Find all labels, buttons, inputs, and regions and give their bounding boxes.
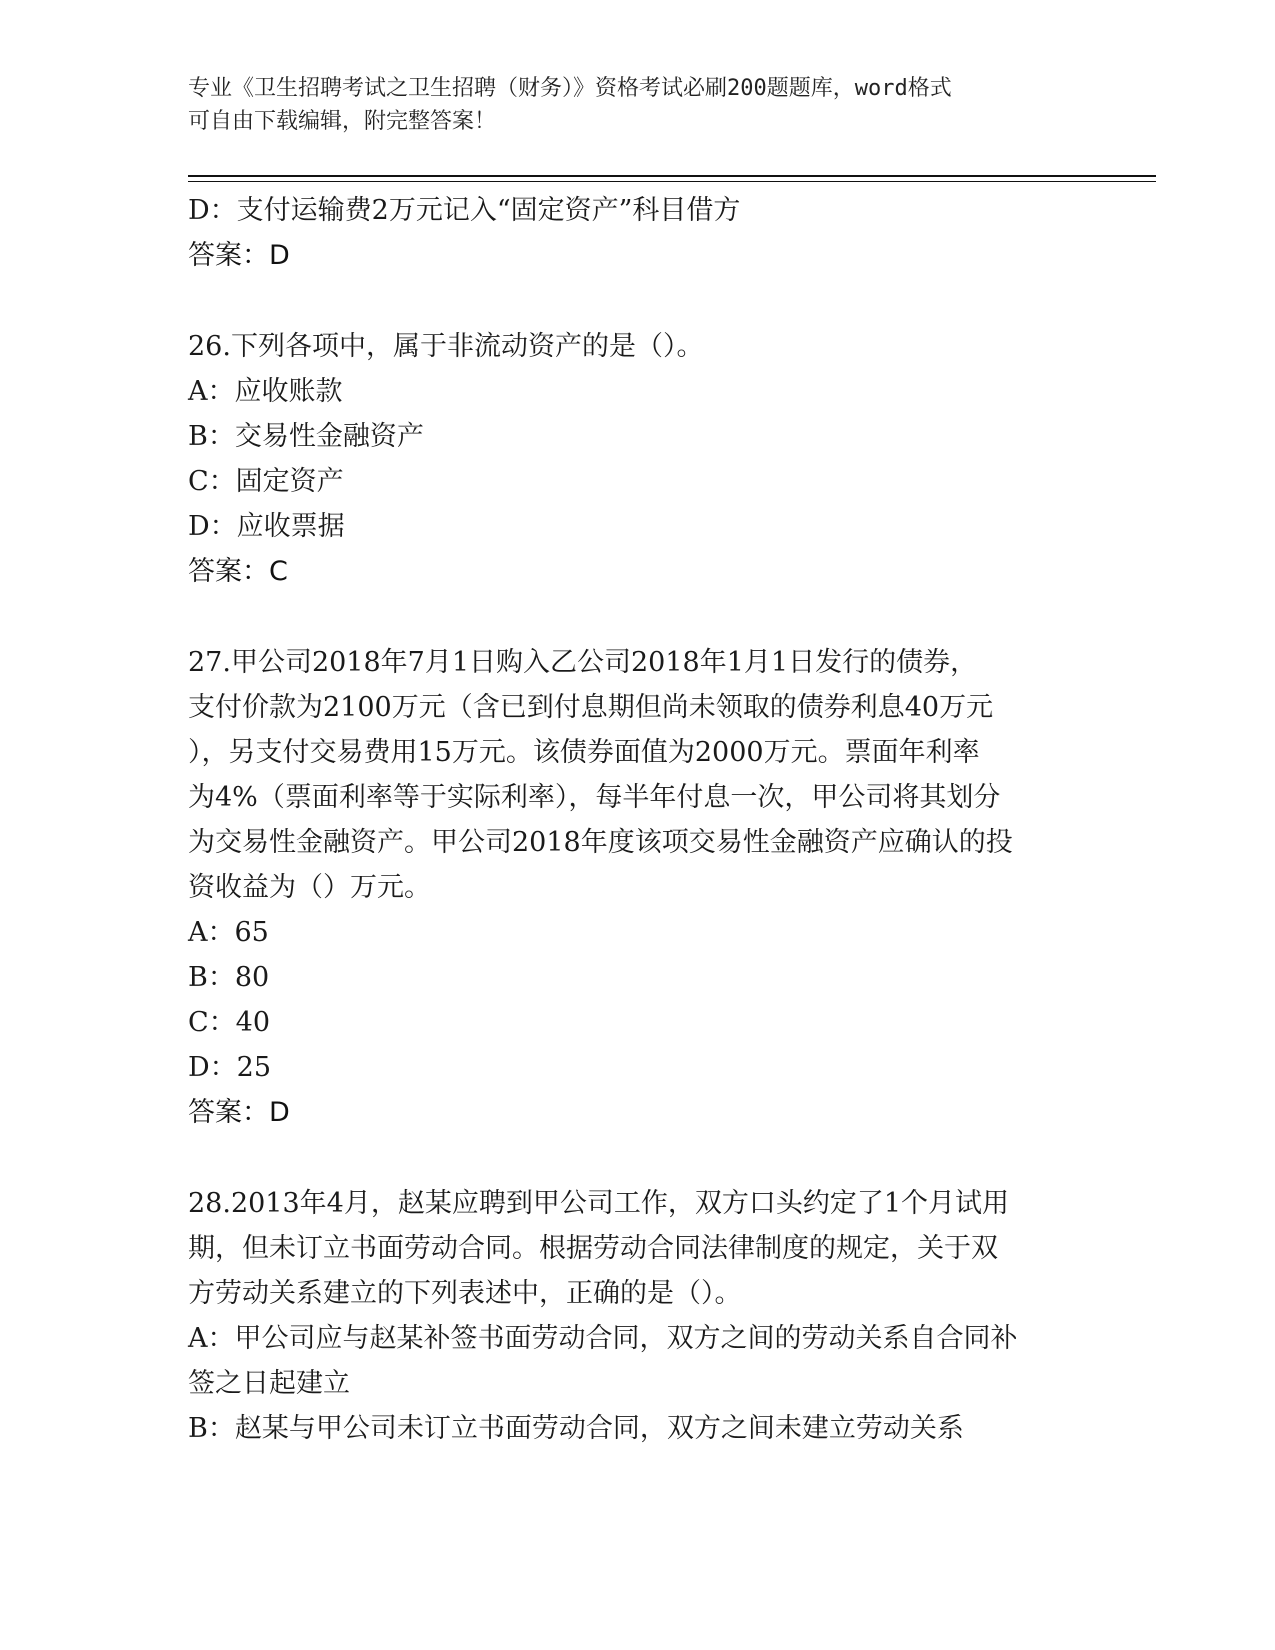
question-26 [188, 324, 1088, 594]
question-stem-line: 期，但未订立书面劳动合同。根据劳动合同法律制度的规定，关于双 [188, 1233, 998, 1264]
question-stem-line: 27.甲公司2018年7月1日购入乙公司2018年1月1日发行的债券， [188, 647, 978, 678]
question-stem-line: 为4%（票面利率等于实际利率），每半年付息一次，甲公司将其划分 [188, 782, 1001, 813]
option-d: D：应收票据 [188, 511, 345, 542]
document-body [188, 188, 1088, 1451]
option-d: D：25 [188, 1052, 272, 1083]
option-a: A：甲公司应与赵某补签书面劳动合同，双方之间的劳动关系自合同补 [188, 1323, 1018, 1354]
question-stem-line: 资收益为（）万元。 [188, 872, 431, 903]
question-stem-line: 为交易性金融资产。甲公司2018年度该项交易性金融资产应确认的投 [188, 827, 1013, 858]
answer-line: 答案：D [188, 1097, 290, 1128]
question-stem-line: ），另支付交易费用15万元。该债券面值为2000万元。票面年利率 [188, 737, 980, 768]
question-stem: 26.下列各项中，属于非流动资产的是（）。 [188, 331, 704, 362]
option-a-continued: 签之日起建立 [188, 1368, 350, 1399]
question-27 [188, 640, 1088, 1135]
question-stem-line: 支付价款为2100万元（含已到付息期但尚未领取的债券利息40万元 [188, 692, 994, 723]
question-stem-line: 28.2013年4月，赵某应聘到甲公司工作，双方口头约定了1个月试用 [188, 1188, 1010, 1219]
option-a: A：65 [188, 917, 269, 948]
question-stem-line: 方劳动关系建立的下列表述中，正确的是（）。 [188, 1278, 742, 1309]
option-b: B：交易性金融资产 [188, 421, 424, 452]
header-divider-thin [188, 181, 1156, 182]
header-line-1: 专业《卫生招聘考试之卫生招聘（财务）》资格考试必刷200题题库，word格式 [188, 76, 952, 101]
option-c: C：固定资产 [188, 466, 344, 497]
option-a: A：应收账款 [188, 376, 343, 407]
header-divider [188, 175, 1156, 177]
answer-line: 答案：D [188, 240, 290, 271]
option-b: B：80 [188, 962, 270, 993]
option-c: C：40 [188, 1007, 271, 1038]
option-b: B：赵某与甲公司未订立书面劳动合同，双方之间未建立劳动关系 [188, 1413, 964, 1444]
header-line-2: 可自由下载编辑，附完整答案！ [188, 109, 497, 134]
document-header [188, 72, 1068, 138]
option-d: D：支付运输费2万元记入“固定资产”科目借方 [188, 195, 741, 226]
prev-question-tail [188, 188, 1088, 278]
answer-line: 答案：C [188, 556, 288, 587]
question-28 [188, 1181, 1088, 1451]
